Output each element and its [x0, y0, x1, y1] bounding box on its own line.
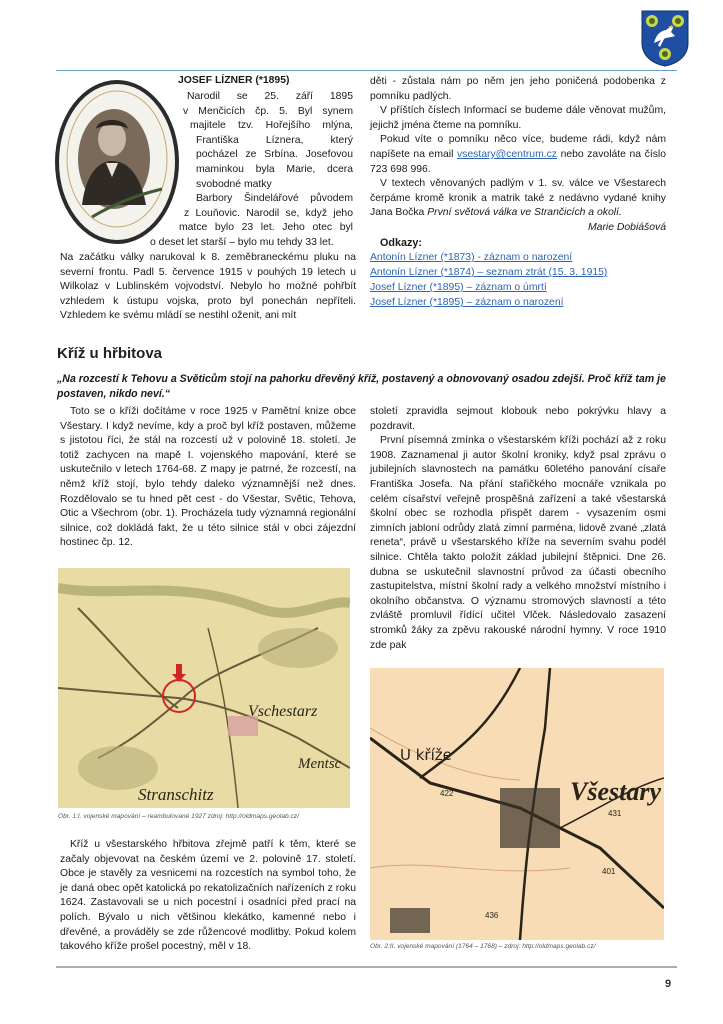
bio-line: z Louňovic. Narodil se, když jeho	[184, 207, 353, 219]
josef-lizner-portrait	[52, 77, 182, 247]
right-column-top	[370, 75, 666, 310]
header-divider	[56, 70, 677, 71]
paragraph: Kříž u všestarského hřbitova zřejmě patří k těm, které se začaly objevovat na českém území ve 2. polovině 17. století. Obce je stavěly za vesnicemi na rozcestích na symbol toho, že je daná obec opět katolická po rekatolizačních nařízeních z roku 1624. Zastavovali se u nich pocestní i osadníci před prací na polích. Bývalo u nich většinou klekátko, kamenné nebo i dřevěné, a prováděly se zde růžencové modlitby. Pokud kolem takového kříže prošel pocestný, měl v 18.	[60, 839, 356, 953]
left-column-mid	[60, 405, 356, 551]
reference-link[interactable]: Josef Lízner (*1895) – záznam o narození	[370, 297, 564, 309]
map-label: Mentsc	[298, 756, 342, 772]
map-label: U kříže	[400, 746, 452, 764]
reference-link[interactable]: Antonín Lízner (*1874) – seznam ztrát (15. 3. 1915)	[370, 267, 608, 279]
map-2-caption: Obr. 2:II. vojenské mapování (1764 – 1768) – zdroj: http://oldmaps.geolab.cz/	[370, 943, 596, 950]
footer-divider	[56, 966, 677, 968]
sources-text: V textech věnovaných padlým v 1. sv. válce ve Všestarech čerpáme kromě kronik a matrik také z nedávno vydané knihy Jana Bočka	[370, 178, 666, 219]
contact-text: Pokud víte o pomníku něco více, budeme rádi, když nám napíšete na email	[370, 134, 666, 160]
bio-line: Františka Líznera, který	[196, 134, 353, 146]
svg-text:436: 436	[485, 911, 499, 920]
historical-map-1	[58, 568, 350, 808]
village-coat-of-arms-icon	[640, 9, 690, 67]
svg-text:422: 422	[440, 789, 454, 798]
bio-line: matce bylo 23 let. Jeho otec byl	[179, 222, 353, 234]
page-number: 9	[665, 978, 672, 990]
bio-line: majitele tzv. Hořejšího mlýna,	[190, 120, 353, 132]
section-lead-quote: „Na rozcestí k Tehovu a Světicům stojí na pahorku dřevěný kříž, postavený a obnovovaný osadou zdejší. Proč kříž tam je postaven, nikdo neví.“	[57, 373, 666, 400]
josef-bio-continuation	[60, 251, 356, 324]
sources-paragraph	[370, 177, 666, 221]
right-column-mid	[370, 405, 666, 653]
bio-line: maminkou byla Marie, dcera	[196, 164, 353, 175]
paragraph: století zpravidla sejmout klobouk nebo pokrývku hlavy a pozdravit.	[370, 406, 666, 432]
contact-text: nebo zavoláte na číslo 723 698 996.	[370, 148, 666, 175]
map-label: Stranschitz	[138, 785, 214, 804]
references-heading: Odkazy:	[380, 236, 423, 249]
bio-line: Barbory Šindelářové původem	[196, 193, 353, 205]
bio-paragraph: Na začátku války narukoval k 8. zeměbraneckému pluku na severní frontu. Padl 5. července 1915 v pouhých 19 letech u Wilkolaz v Lublinském vojvodství. Nebylo ho možné pohřbít vzhledem k ústupu vojska, proto byl ponechán nepříteli. Vzhledem ke svému mládí se nestihl oženit, ani mít	[60, 252, 356, 322]
paragraph: Toto se o kříži dočítáme v roce 1925 v Pamětní knize obce Všestary. I když nevíme, kdy a proč byl kříž postaven, můžeme s jistotou říci, že stál na rozcestí už v polovině 18. století. Je totiž zachycen na mapě I. vojenského mapování, které se uskutečnilo v letech 1764-68. Z mapy je patrné, že rozcestí, na němž kříž stojí, bylo tehdy daleko významnější než dnes. Rozdělovalo se tu hned pět cest - do Všestar, Světic, Tehova, Otic a Všechrom (obr. 1). Procházela tudy významná regionální silnice, což dokládá fakt, že u této silnice stál v obci zájezdní hostinec čp. 12.	[60, 406, 356, 549]
email-link[interactable]: vsestary@centrum.cz	[456, 148, 557, 160]
reference-link[interactable]: Antonín Lízner (*1873) - záznam o narození	[370, 252, 573, 264]
map-label: Všestary	[570, 777, 661, 806]
reference-link[interactable]: Josef Lízner (*1895) – záznam o úmrtí	[370, 282, 547, 294]
bio-line: o deset let starší – bylo mu tehdy 33 let.	[150, 237, 334, 248]
josef-lizner-heading: JOSEF LÍZNER (*1895)	[178, 75, 290, 86]
bio-line: v Menčicích čp. 5. Byl synem	[183, 105, 353, 117]
paragraph: První písemná zmínka o všestarském kříži pochází až z roku 1908. Zaznamenal ji autor školní kroniky, když psal zprávu o jubilejních slavnostech na památku 60letého panování císaře Františka Josefa. Na přání stařičkého mocnáře vznikala po celém císařství veřejně prospěšná zařízení a také všestarská školní obec se rozhodla přispět darem - vysazením osmi zimních jabloní odrůdy zlatá zimní parména, lidově zvané „zlatá reneta“, právě u všestarského kříže na severním svahu podél silnice. Chtěla takto položit základ jubilejní štěpnici. Dne 26. dubna se uskutečnil slavnostní průvod za účasti obecního zastupitelstva, místní školní rady a velkého množství místního i okolního občanstva. O významu stromových slavností a této zvláště promluvil řídící učitel Vlček. Následovalo zasazení stromků žáky za zpěvu rakouské národní hymny. V roce 1910 zde pak	[370, 435, 666, 651]
historical-map-2	[370, 668, 664, 940]
bio-line: pocházel ze Srbína. Josefovou	[196, 149, 353, 161]
paragraph: V příštích číslech Informací se budeme dále věnovat mužům, jejichž jména čteme na pomníku.	[370, 105, 666, 131]
left-column-bottom	[60, 838, 356, 955]
section-title: Kříž u hřbitova	[57, 345, 163, 362]
map-label: Vschestarz	[248, 703, 318, 720]
paragraph: děti - zůstala nám po něm jen jeho poničená podobenka z pomníku padlých.	[370, 76, 666, 102]
bio-line: svobodné matky	[196, 178, 272, 190]
svg-text:401: 401	[602, 867, 616, 876]
author-signature: Marie Dobiášová	[588, 221, 666, 233]
svg-text:431: 431	[608, 809, 622, 818]
map-1-caption: Obr. 1:I. vojenské mapování – reambulované 1927 zdroj: http://oldmaps.geolab.cz/	[58, 813, 299, 820]
bio-line: Narodil se 25. září 1895	[187, 91, 353, 102]
contact-paragraph	[370, 133, 666, 177]
book-title: První světová válka ve Strančicích a okolí.	[427, 207, 622, 219]
